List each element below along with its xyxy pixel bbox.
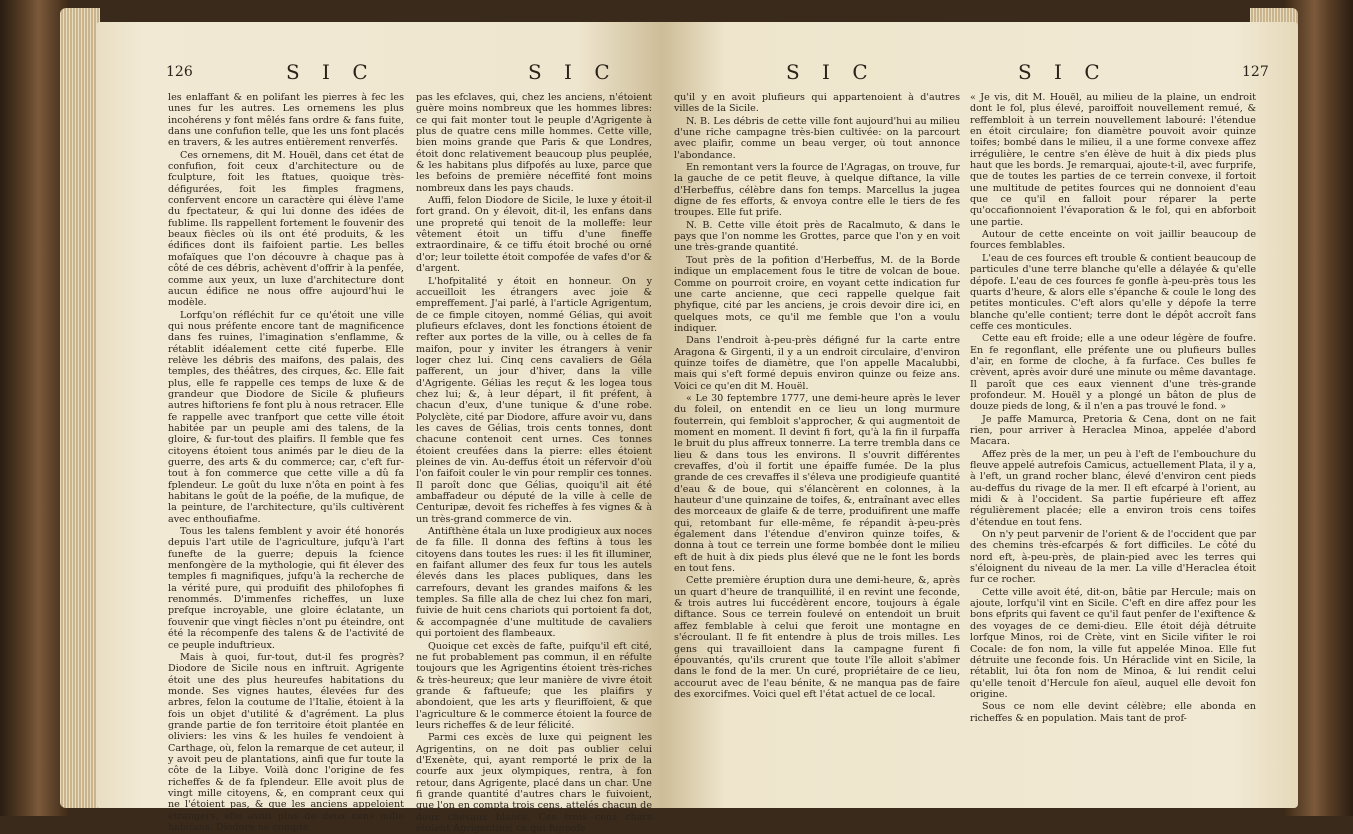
paragraph: Cette première éruption dura une demi-heure, &, après un quart d'heure de tranquillité, il en revint une feconde, & trois autres lui fuccédèrent encore, toujours à égale diftance. Sous ce terrein foulevé on entendoit un bruit affez femblable à celui que feroit une montagne en s'écroulant. Il fe fit entendre à plus de trois milles. Les gens qui travailloient dans la campagne furent fi épouvantés, qu'ils crurent que toute l'île alloit s'abîmer dans le fond de la mer. Un curé, propriétaire de ce lieu, accourut avec de l'eau bénite, & ne manqua pas de faire des exorcifmes. Voici quel eft l'état actuel de ce local. [674, 575, 960, 700]
paragraph: pas les efclaves, qui, chez les anciens, n'étoient guère moins nombreux que les hommes libres: ce qui fait monter tout le peuple d'Agrigente à plus de quatre cens mille hommes. Cette ville, bien moins grande que Paris & que Londres, étoit donc relativement beaucoup plus peuplée, & les habitans plus difpofés au luxe, parce que les befoins de première néceffité font moins nombreux dans les pays chauds. [416, 92, 652, 194]
paragraph: Parmi ces excès de luxe qui peignent les Agrigentins, on ne doit pas oublier celui d'Exenète, qui, ayant remporté le prix de la courfe aux jeux olympiques, rentra, à fon retour, dans Agrigente, placé dans un char. Une fi grande quantité d'autres chars le fuivoient, que l'on en compta trois cens, attelés chacun de deux chevaux blancs. Ces trois cens chars étoient Agrigentins; ce qui fuppofe [416, 732, 652, 834]
text-column [970, 92, 1256, 796]
text-column [674, 92, 960, 796]
paragraph: Ces ornemens, dit M. Houël, dans cet état de confufion, foit ceux d'architecture ou de fculpture, foit les ftatues, quoique très-défigurées, foit les fimples fragmens, confervent encore un caractère qui élève l'ame du fpectateur, & qui lui donne des idées de fublime. Ils rappellent fortement le fouvenir des beaux fiècles où ils ont été produits, & les édifices dont ils faifoient partie. Les belles mofaïques que l'on découvre à chaque pas à côté de ces débris, achèvent d'offrir à la penfée, comme aux yeux, un luxe d'architecture dont aucun édifice ne nous offre aujourd'hui le modèle. [168, 149, 404, 309]
page-number: 126 [166, 64, 193, 80]
paragraph: L'hofpitalité y étoit en honneur. On y accueilloit les étrangers avec joie & empreffement. J'ai parlé, à l'article Agrigentum, de ce fimple citoyen, nommé Gélias, qui avoit plufieurs efclaves, dont les fonctions étoient de refter aux portes de la ville, ou à celles de fa maifon, pour y inviter les étrangers à venir loger chez lui. Cinq cens cavaliers de Géla pafferent, un jour d'hiver, dans la ville d'Agrigente. Gélias les reçut & les logea tous chez lui; &, à leur départ, il fit préfent, à chacun d'eux, d'une tunique & d'une robe. Polyclète, cité par Diodore, affure avoir vu, dans les caves de Gélias, trois cents tonnes, dont chacune contenoit cent urnes. Ces tonnes étoient creufées dans la pierre: elles étoient pleines de vin. Au-deffus étoit un réfervoir d'où l'on faifoit couler le vin pour remplir ces tonnes. Il paroît donc que Gélias, quoiqu'il ait été ambaffadeur ou député de la ville à celle de Centuripæ, devoit fes richeffes à fes vignes & à un très-grand commerce de vin. [416, 275, 652, 525]
paragraph: Quoique cet excès de fafte, puifqu'il eft cité, ne fut probablement pas commun, il en réfulte toujours que les Agrigentins étoient très-riches & très-heureux; que leur manière de vivre étoit grande & faftueufe; que les plaifirs y abondoient, que les arts y fleuriffoient, & que l'agriculture & le commerce étoient la fource de leurs richeffes & de leur félicité. [416, 640, 652, 731]
right-page-header [662, 60, 1298, 84]
running-head: S I C [1018, 60, 1108, 84]
running-head: S I C [528, 60, 618, 84]
paragraph: Je paffe Mamurca, Pretoria & Cena, dont on ne fait rien, pour arriver à Heraclea Minoa, appelée d'abord Macara. [970, 413, 1256, 448]
right-page [662, 22, 1298, 808]
paragraph: Cette ville avoit été, dit-on, bâtie par Hercule; mais on ajoute, lorfqu'il vint en Sicile. C'eft en dire affez pour les bons efprits qui favent ce qu'il faut penfer de l'exiftence & des voyages de ce demi-dieu. Elle étoit déjà détruite lorfque Minos, roi de Crète, vint en Sicile vifiter le roi Cocale: de fon nom, la ville fut appelée Minoa. Elle fut détruite une feconde fois. Un Héraclide vint en Sicile, la rétablit, lui ôta fon nom de Minoa, & lui rendit celui qu'elle tenoit d'Hercule fon aïeul, auquel elle devoit fon origine. [970, 586, 1256, 700]
paragraph: Tout près de la pofition d'Herbeffus, M. de la Borde indique un emplacement fous le titre de volcan de boue. Comme on pourroit croire, en voyant cette indication fur une carte ancienne, que ceci rappelle quelque fait phyfique, cité par les anciens, je crois devoir dire ici, en quelques mots, ce qu'il me femble que l'on a voulu indiquer. [674, 254, 960, 334]
paragraph: Mais à quoi, fur-tout, dut-il fes progrès? Diodore de Sicile nous en inftruit. Agrigente étoit une des plus heureufes habitations du monde. Ses vignes hautes, élevées fur des arbres, felon la coutume de l'Italie, étoient à la fois un objet d'utilité & d'agrément. La plus grande partie de fon territoire étoit plantée en oliviers: les vins & les huiles fe vendoient à Carthage, où, felon la remarque de cet auteur, il y avoit peu de plantations, ainfi que fur toute la côte de la Libye. Voilà donc l'origine de fes richeffes & de fa fplendeur. Elle avoit plus de vingt mille citoyens, &, en comprant ceux qui ne l'étoient pas, & que les anciens appeloient étrangers, elle avoit plus de deux cens mille habitans. Diodore ne compte [168, 651, 404, 833]
running-head: S I C [786, 60, 876, 84]
paragraph: Antifthène étala un luxe prodigieux aux noces de fa fille. Il donna des feftins à tous les citoyens dans toutes les rues: il les fit illuminer, en faifant allumer des feux fur tous les autels élevés dans les places publiques, dans les carrefours, devant les grandes maifons & les temples. Sa fille alla de chez lui chez fon mari, fuivie de huit cens chariots qui portoient fa dot, & accompagnée d'une multitude de cavaliers qui portoient des flambeaux. [416, 526, 652, 640]
paragraph: Autour de cette enceinte on voit jaillir beaucoup de fources femblables. [970, 229, 1256, 252]
left-page-header [96, 60, 662, 84]
paragraph: « Je vis, dit M. Houël, au milieu de la plaine, un endroit dont le fol, plus élevé, paroiffoit nouvellement remué, & reffembloit à un terrein nouvellement labouré: l'étendue en étoit circulaire; fon diamètre pouvoit avoir quinze toifes; bombé dans le milieu, il a une forme convexe affez irrégulière, le centre s'en élève de huit à dix pieds plus haut que les bords. Je remarquai, ajoute-t-il, avec furprife, que de toutes les parties de ce terrein convexe, il fortoit une multitude de petites fources qui ne donnoient d'eau que ce qu'il en falloit pour réparer la perte qu'occafionnoient l'évaporation & le fol, qui en abforboit une partie. [970, 92, 1256, 228]
running-head: S I C [286, 60, 376, 84]
paragraph: les enlaffant & en polifant les pierres à fec les unes fur les autres. Les ornemens les plus incohérens y font mêlés fans ordre & fans fuite, dans une confufion telle, que les uns font placés en travers, & les autres entièrement renverfés. [168, 92, 404, 149]
paragraph: « Le 30 feptembre 1777, une demi-heure après le lever du foleil, on entendit en ce lieu un long murmure fouterrein, qui fembloit s'approcher, & qui augmentoit de moment en moment. Il devint fi fort, qu'à la fin il furpaffa le bruit du plus affreux tonnerre. La terre trembla dans ce lieu & dans tous les environs. Il s'ouvrit différentes crevaffes, d'où il fortit une épaiffe fumée. De la plus grande de ces crevaffes il s'éleva une prodigieufe quantité d'eau & de boue, qui s'élancèrent en colonnes, à la hauteur d'une quinzaine de toifes, &, entraînant avec elles des morceaux de glaife & de terre, produifirent une maffe qui, retombant fur elle-même, fe répandit à-peu-près également dans l'étendue d'environ quinze toifes, & donna à tout ce terrein une forme bombée dont le milieu eft de huit à dix pieds plus élevé que ne le font les bords en tout fens. [674, 392, 960, 575]
paragraph: Dans l'endroit à-peu-près défigné fur la carte entre Aragona & Girgenti, il y a un endroit circulaire, d'environ quinze toifes de diamètre, que l'on appelle Macalubbi, mais qui s'eft formé depuis environ quinze ou feize ans. Voici ce qu'en dit M. Houël. [674, 335, 960, 392]
paragraph: Sous ce nom elle devint célèbre; elle abonda en richeffes & en population. Mais tant de prof- [970, 701, 1256, 724]
paragraph: Affez près de la mer, un peu à l'eft de l'embouchure du fleuve appelé autrefois Camicus, actuellement Plata, il y a, à l'eft, un grand rocher blanc, élevé d'environ cent pieds au-deffus du rivage de la mer. Il eft efcarpé à l'orient, au midi & à l'occident. Sa partie fupérieure eft affez régulièrement placée; elle a environ trois cens toifes d'étendue en tout fens. [970, 448, 1256, 528]
paragraph: qu'il y en avoit plufieurs qui appartenoient à d'autres villes de la Sicile. [674, 92, 960, 115]
paragraph: L'eau de ces fources eft trouble & contient beaucoup de particules d'une terre blanche qu'elle a délayée & qu'elle dépofe. L'eau de ces fources fe gonfle à-peu-près tous les quarts d'heure, & alors elle s'épanche & coule le long des petites monticules. C'eft alors qu'elle y dépofe la terre blanche qu'elle contient; terre dont le dépôt accroît fans ceffe ces monticules. [970, 252, 1256, 332]
page-number: 127 [1242, 64, 1269, 80]
paragraph: N. B. Cette ville étoit près de Racalmuto, & dans le pays que l'on nomme les Grottes, parce que l'on y en voit une très-grande quantité. [674, 219, 960, 254]
left-page [96, 22, 662, 834]
paragraph: Tous les talens femblent y avoir été honorés depuis l'art utile de l'agriculture, jufqu'à l'art funefte de la guerre; depuis la fcience menfongère de la mythologie, qui fit élever des temples fi magnifiques, jufqu'à la recherche de la vérité pure, qui produifit des philofophes fi renommés. D'immenfes richeffes, un luxe prefque incroyable, une gloire éclatante, un fouvenir que vingt fiècles n'ont pu éteindre, ont été la récompenfe des talens & de l'activité de ce peuple induftrieux. [168, 526, 404, 651]
paragraph: En remontant vers la fource de l'Agragas, on trouve, fur la gauche de ce petit fleuve, à quelque diftance, la ville d'Herbeffus, célèbre dans fon temps. Marcellus la jugea digne de fes efforts, & envoya contre elle le tiers de fes troupes. Elle fut prife. [674, 162, 960, 219]
paragraph: Cette eau eft froide; elle a une odeur légère de foufre. En fe regonflant, elle préfente une ou plufieurs bulles d'air, en forme de cloche, à fa furface. Ces bulles fe crèvent, après avoir duré une minute ou même davantage. Il paroît que ces eaux viennent d'une très-grande profondeur. M. Houël y a plongé un bâton de plus de douze pieds de long, & il n'en a pas trouvé le fond. » [970, 333, 1256, 413]
text-column [168, 92, 404, 833]
page-edges-left [60, 8, 100, 808]
text-column [416, 92, 652, 834]
paragraph: Lorfqu'on réfléchit fur ce qu'étoit une ville qui nous préfente encore tant de magnificence dans fes ruines, l'imagination s'enflamme, & rétablit idéalement cette cité fuperbe. Elle relève les débris des maifons, des palais, des temples, des théâtres, des cirques, &c. Elle fait plus, elle fe rappelle ces temps de luxe & de grandeur que Diodore de Sicile & plufieurs autres hiftoriens fe font plu à nous retracer. Elle fe rappelle avec tranfport que cette ville étoit habitée par un peuple ami des talens, de la gloire, & fur-tout des plaifirs. Il femble que fes citoyens étoient tous animés par le dieu de la guerre, des arts & du commerce; car, c'eft fur-tout à fon commerce que cette ville a dû fa fplendeur. Le goût du luxe n'ôta en point à fes habitans le goût de la poéfie, de la mufique, de la peinture, de l'architecture, qu'ils cultivèrent avec enthoufiafme. [168, 309, 404, 525]
paragraph: Auffi, felon Diodore de Sicile, le luxe y étoit-il fort grand. On y élevoit, dit-il, les enfans dans une propreté qui tenoit de la molleffe: leur vêtement étoit un tiffu d'une fineffe extraordinaire, & ce tiffu étoit broché ou orné d'or; leur toilette étoit compofée de vafes d'or & d'argent. [416, 195, 652, 275]
paragraph: On n'y peut parvenir de l'orient & de l'occident que par des chemins très-efcarpés & fort difficiles. Le côté du nord eft, à-peu-près, de plain-pied avec les terres qui s'éloignent du niveau de la mer. La ville d'Heraclea étoit fur ce rocher. [970, 529, 1256, 586]
paragraph: N. B. Les débris de cette ville font aujourd'hui au milieu d'une riche campagne très-bien cultivée: on la parcourt avec plaifir, comme un beau verger, où tout annonce l'abondance. [674, 115, 960, 161]
